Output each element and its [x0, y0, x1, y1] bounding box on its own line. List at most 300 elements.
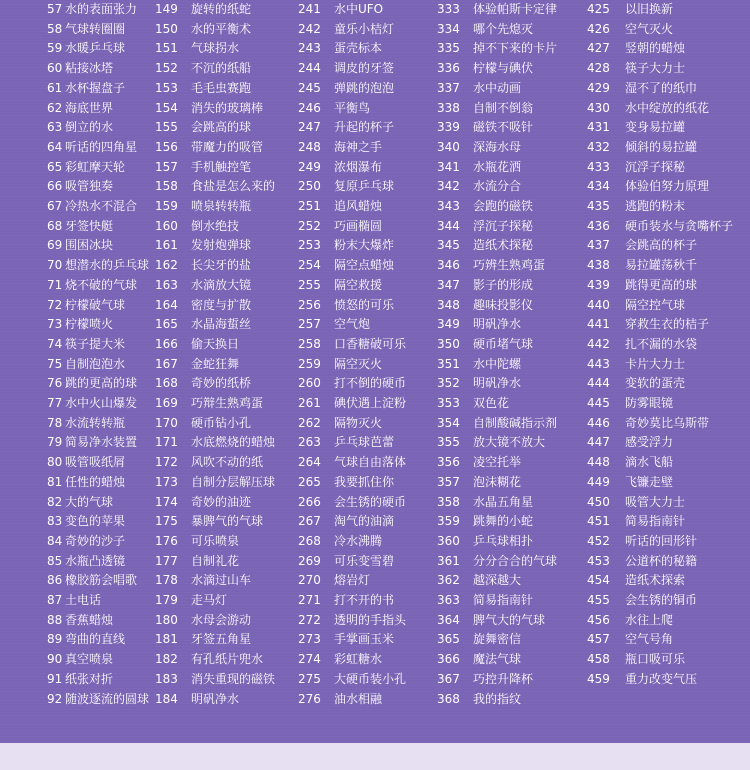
item-number: 256: [298, 297, 321, 312]
item-title: 愤怒的可乐: [334, 297, 395, 312]
item-number: 178: [155, 573, 178, 588]
item-title: 毛毛虫赛跑: [191, 80, 252, 95]
item-title: 偷天换日: [191, 336, 240, 351]
item-title: 奇妙的油迹: [191, 494, 252, 509]
item-number: 163: [155, 277, 178, 292]
item-number: 433: [587, 159, 610, 174]
item-title: 会生锈的硬币: [334, 494, 407, 509]
item-title: 童乐小桔灯: [334, 21, 395, 36]
item-number: 445: [587, 396, 610, 410]
item-number: 255: [298, 277, 321, 292]
item-number: 85: [47, 553, 63, 568]
item-number: 177: [155, 553, 178, 568]
item-title: 会跳高的球: [191, 120, 252, 135]
item-number: 357: [437, 474, 460, 489]
item-title: 沉浮子探秘: [625, 159, 686, 174]
item-number: 253: [298, 238, 321, 253]
bottom-strip: [0, 743, 750, 770]
item-title: 自制分层解压球: [191, 474, 276, 489]
item-title: 趣味投影仪: [473, 297, 534, 312]
item-number: 258: [298, 336, 321, 351]
item-number: 358: [437, 494, 460, 509]
item-title: 重力改变气压: [625, 671, 698, 686]
item-number: 243: [298, 41, 321, 56]
item-number: 346: [437, 258, 460, 273]
item-number: 57: [47, 2, 63, 16]
item-title: 水往上爬: [625, 612, 674, 627]
item-number: 64: [47, 139, 63, 154]
item-title: 瓶口吸可乐: [625, 652, 686, 667]
item-title: 随波逐流的圆球: [65, 691, 150, 706]
item-number: 359: [437, 514, 460, 529]
item-number: 89: [47, 632, 63, 647]
item-number: 61: [47, 80, 63, 95]
item-title: 吸管大力士: [625, 494, 686, 509]
item-title: 气球转圈圈: [65, 21, 126, 36]
item-number: 426: [587, 21, 610, 36]
item-title: 浮沉子探秘: [473, 218, 534, 233]
item-title: 易拉罐荡秋千: [625, 258, 698, 273]
item-title: 烧不破的气球: [65, 277, 138, 292]
item-title: 旋舞密信: [473, 632, 522, 647]
item-number: 62: [47, 100, 63, 115]
item-title: 简易指南针: [625, 514, 686, 529]
item-title: 可乐喷泉: [191, 533, 240, 548]
item-title: 听话的回形针: [625, 533, 698, 548]
item-number: 68: [47, 218, 63, 233]
item-title: 空气炮: [334, 317, 371, 332]
item-number: 453: [587, 553, 610, 568]
item-number: 86: [47, 573, 63, 588]
item-title: 气球拐水: [191, 41, 240, 56]
item-number: 167: [155, 356, 178, 371]
item-number: 174: [155, 494, 178, 509]
item-title: 吸管独奏: [65, 179, 114, 194]
item-title: 巧辨生熟鸡蛋: [473, 258, 546, 273]
item-number: 275: [298, 671, 321, 686]
item-number: 349: [437, 317, 460, 332]
item-number: 79: [47, 435, 63, 450]
item-title: 水中火山爆发: [65, 396, 138, 410]
item-number: 82: [47, 494, 63, 509]
item-number: 252: [298, 218, 321, 233]
item-title: 变色的苹果: [65, 514, 126, 529]
item-title: 乒乓球芭蕾: [334, 435, 395, 450]
item-number: 63: [47, 120, 63, 135]
item-title: 听话的四角星: [65, 139, 138, 154]
item-title: 水中动画: [473, 80, 522, 95]
item-number: 244: [298, 61, 321, 76]
item-number: 368: [437, 691, 460, 706]
item-number: 246: [298, 100, 321, 115]
item-number: 271: [298, 593, 321, 607]
item-title: 手机触控笔: [191, 159, 252, 174]
item-number: 168: [155, 376, 178, 391]
item-number: 58: [47, 21, 63, 36]
item-number: 333: [437, 2, 460, 16]
item-number: 74: [47, 336, 63, 351]
item-number: 351: [437, 356, 460, 371]
item-number: 182: [155, 652, 178, 667]
item-number: 364: [437, 612, 460, 627]
item-number: 342: [437, 179, 460, 194]
item-number: 367: [437, 671, 460, 686]
item-title: 哪个先熄灭: [473, 21, 534, 36]
item-title: 水瓶花洒: [473, 159, 522, 174]
item-title: 会跑的磁铁: [473, 199, 534, 213]
item-title: 感受浮力: [625, 435, 674, 450]
item-title: 倒水绝技: [191, 218, 240, 233]
item-number: 340: [437, 139, 460, 154]
item-title: 湿不了的纸巾: [625, 80, 698, 95]
item-number: 431: [587, 120, 610, 135]
item-title: 明矾净水: [191, 691, 240, 706]
item-title: 任性的蜡烛: [65, 474, 126, 489]
item-number: 158: [155, 179, 178, 194]
item-number: 166: [155, 336, 178, 351]
item-title: 水的表面张力: [65, 2, 138, 16]
item-number: 249: [298, 159, 321, 174]
item-number: 265: [298, 474, 321, 489]
item-title: 滴水飞船: [625, 455, 674, 470]
item-title: 巧画椭圆: [334, 218, 383, 233]
item-title: 空气号角: [625, 632, 674, 647]
item-number: 267: [298, 514, 321, 529]
item-number: 452: [587, 533, 610, 548]
item-number: 180: [155, 612, 178, 627]
item-number: 69: [47, 238, 63, 253]
item-number: 353: [437, 396, 460, 410]
item-number: 88: [47, 612, 63, 627]
item-title: 淘气的油滴: [334, 514, 395, 529]
item-title: 卡片大力士: [625, 356, 686, 371]
item-number: 437: [587, 238, 610, 253]
item-number: 263: [298, 435, 321, 450]
item-number: 245: [298, 80, 321, 95]
item-title: 平衡鸟: [334, 100, 371, 115]
item-title: 我要抓住你: [334, 474, 395, 489]
item-title: 巧控升降杯: [473, 671, 534, 686]
item-title: 自制酸碱指示剂: [473, 415, 558, 430]
item-title: 隔空控气球: [625, 297, 686, 312]
item-number: 59: [47, 41, 63, 56]
item-number: 428: [587, 61, 610, 76]
item-number: 175: [155, 514, 178, 529]
item-title: 弯曲的直线: [65, 632, 126, 647]
item-number: 334: [437, 21, 460, 36]
item-title: 气球自由落体: [334, 455, 407, 470]
item-title: 隔空救援: [334, 277, 383, 292]
item-title: 水暖乒乓球: [65, 41, 126, 56]
item-title: 粉末大爆炸: [334, 238, 395, 253]
item-title: 水中绽放的纸花: [625, 100, 710, 115]
item-title: 双色花: [473, 396, 510, 410]
item-title: 水滴过山车: [191, 573, 252, 588]
item-title: 透明的手指头: [334, 612, 407, 627]
item-number: 444: [587, 376, 610, 391]
item-number: 449: [587, 474, 610, 489]
item-title: 魔法气球: [473, 652, 522, 667]
item-title: 深海水母: [473, 139, 522, 154]
item-number: 348: [437, 297, 460, 312]
item-title: 分分合合的气球: [473, 553, 558, 568]
item-number: 260: [298, 376, 321, 391]
item-title: 简易指南针: [473, 593, 534, 607]
item-title: 冷热水不混合: [65, 199, 138, 213]
item-number: 335: [437, 41, 460, 56]
item-title: 硬币钻小孔: [191, 415, 252, 430]
item-number: 344: [437, 218, 460, 233]
item-title: 体验帕斯卡定律: [473, 2, 558, 16]
item-title: 密度与扩散: [191, 297, 252, 312]
item-title: 掉不下来的卡片: [473, 41, 558, 56]
item-title: 水流转转瓶: [65, 415, 126, 430]
item-number: 83: [47, 514, 63, 529]
item-title: 隔物灭火: [334, 415, 383, 430]
item-title: 蛋壳标本: [334, 41, 383, 56]
item-number: 254: [298, 258, 321, 273]
item-number: 336: [437, 61, 460, 76]
item-title: 彩虹摩天轮: [65, 159, 126, 174]
item-number: 248: [298, 139, 321, 154]
item-title: 自制泡泡水: [65, 356, 126, 371]
item-number: 354: [437, 415, 460, 430]
item-title: 脾气大的气球: [473, 612, 546, 627]
item-title: 弹跳的泡泡: [334, 80, 395, 95]
item-title: 牙签五角星: [191, 632, 252, 647]
item-number: 257: [298, 317, 321, 332]
item-title: 硬币堵气球: [473, 336, 534, 351]
item-title: 会生锈的铜币: [625, 593, 698, 607]
item-title: 土电话: [65, 593, 102, 607]
item-title: 隔空点蜡烛: [334, 258, 395, 273]
item-number: 169: [155, 396, 178, 410]
item-number: 159: [155, 199, 178, 213]
item-number: 154: [155, 100, 178, 115]
item-title: 冷水沸腾: [334, 533, 383, 548]
item-title: 影子的形成: [473, 277, 534, 292]
item-number: 181: [155, 632, 178, 647]
item-title: 带魔力的吸管: [191, 139, 264, 154]
item-number: 362: [437, 573, 460, 588]
item-title: 想潜水的乒乓球: [65, 258, 150, 273]
item-number: 165: [155, 317, 178, 332]
item-title: 水的平衡术: [191, 21, 252, 36]
item-number: 361: [437, 553, 460, 568]
item-title: 跳得更高的球: [625, 277, 698, 292]
item-title: 明矾净水: [473, 317, 522, 332]
item-number: 76: [47, 376, 63, 391]
item-title: 调皮的牙签: [334, 61, 395, 76]
item-title: 穿救生衣的桔子: [625, 317, 710, 332]
item-number: 87: [47, 593, 63, 607]
item-title: 跳的更高的球: [65, 376, 138, 391]
item-title: 不沉的纸船: [191, 61, 252, 76]
item-number: 171: [155, 435, 178, 450]
item-title: 打不倒的硬币: [334, 376, 407, 391]
item-title: 扎不漏的水袋: [625, 336, 698, 351]
item-title: 水滴放大镜: [191, 277, 252, 292]
item-title: 水杯握盘子: [65, 80, 126, 95]
item-number: 355: [437, 435, 460, 450]
item-title: 消失重现的磁铁: [191, 671, 276, 686]
item-number: 173: [155, 474, 178, 489]
item-title: 以旧换新: [625, 2, 674, 16]
item-title: 香蕉蜡烛: [65, 612, 114, 627]
item-number: 440: [587, 297, 610, 312]
item-number: 269: [298, 553, 321, 568]
item-title: 筷子提大米: [65, 336, 126, 351]
item-number: 363: [437, 593, 460, 607]
item-title: 食盐是怎么来的: [191, 179, 276, 194]
item-number: 66: [47, 179, 63, 194]
item-title: 越深越大: [473, 573, 522, 588]
item-number: 155: [155, 120, 178, 135]
item-title: 防雾眼镜: [625, 396, 674, 410]
item-number: 339: [437, 120, 460, 135]
item-number: 435: [587, 199, 610, 213]
item-number: 92: [47, 691, 63, 706]
item-title: 有孔纸片兜水: [191, 652, 264, 667]
item-number: 352: [437, 376, 460, 391]
item-title: 喷泉转转瓶: [191, 199, 252, 213]
item-number: 91: [47, 671, 63, 686]
item-number: 78: [47, 415, 63, 430]
item-number: 442: [587, 336, 610, 351]
item-title: 奇妙莫比乌斯带: [625, 415, 710, 430]
item-title: 泡沫糊花: [473, 474, 522, 489]
item-title: 彩虹糖水: [334, 652, 383, 667]
item-number: 73: [47, 317, 63, 332]
item-title: 橡胶筋会唱歌: [65, 573, 138, 588]
item-number: 438: [587, 258, 610, 273]
item-title: 自制不倒翁: [473, 100, 534, 115]
item-number: 356: [437, 455, 460, 470]
item-number: 151: [155, 41, 178, 56]
item-number: 347: [437, 277, 460, 292]
item-number: 427: [587, 41, 610, 56]
item-title: 水晶海蜇丝: [191, 317, 252, 332]
item-number: 262: [298, 415, 321, 430]
item-number: 459: [587, 671, 610, 686]
item-title: 体验伯努力原理: [625, 179, 710, 194]
item-number: 160: [155, 218, 178, 233]
item-number: 90: [47, 652, 63, 667]
item-number: 162: [155, 258, 178, 273]
item-number: 341: [437, 159, 460, 174]
item-number: 365: [437, 632, 460, 647]
item-title: 简易净水装置: [65, 435, 138, 450]
item-number: 268: [298, 533, 321, 548]
item-title: 明矾净水: [473, 376, 522, 391]
item-title: 打不开的书: [334, 593, 395, 607]
item-title: 造纸术探秘: [473, 238, 534, 253]
item-title: 风吹不动的纸: [191, 455, 264, 470]
item-number: 345: [437, 238, 460, 253]
item-number: 242: [298, 21, 321, 36]
item-title: 真空喷泉: [65, 652, 114, 667]
item-title: 碘伏遇上淀粉: [334, 396, 407, 410]
item-title: 纸张对折: [65, 671, 114, 686]
item-title: 跳舞的小蛇: [473, 514, 534, 529]
item-title: 造纸术探索: [625, 573, 686, 588]
item-number: 72: [47, 297, 63, 312]
item-title: 粘接冰塔: [65, 61, 114, 76]
item-title: 奇妙的纸桥: [191, 376, 252, 391]
item-number: 77: [47, 396, 63, 410]
item-title: 水中UFO: [334, 2, 384, 16]
item-title: 升起的杯子: [334, 120, 395, 135]
item-number: 81: [47, 474, 63, 489]
item-title: 水中陀螺: [473, 356, 522, 371]
item-number: 75: [47, 356, 63, 371]
item-number: 451: [587, 514, 610, 529]
item-title: 围困冰块: [65, 238, 114, 253]
item-number: 251: [298, 199, 321, 213]
item-number: 454: [587, 573, 610, 588]
item-title: 巧辩生熟鸡蛋: [191, 396, 264, 410]
item-number: 80: [47, 455, 63, 470]
item-number: 161: [155, 238, 178, 253]
item-number: 170: [155, 415, 178, 430]
item-number: 261: [298, 396, 321, 410]
item-title: 吸管吸纸屑: [65, 455, 126, 470]
item-title: 大的气球: [65, 494, 114, 509]
item-title: 放大镜不放大: [473, 435, 546, 450]
item-title: 磁铁不吸针: [473, 120, 534, 135]
item-number: 153: [155, 80, 178, 95]
item-title: 变软的蛋壳: [625, 376, 686, 391]
item-number: 241: [298, 2, 321, 16]
item-title: 水流分合: [473, 179, 522, 194]
item-number: 84: [47, 533, 63, 548]
item-title: 消失的玻璃棒: [191, 100, 264, 115]
item-title: 口香糖破可乐: [334, 336, 407, 351]
item-title: 公道杯的秘籍: [625, 553, 698, 568]
item-title: 硬币装水与贪嘴杯子: [625, 218, 734, 233]
item-number: 67: [47, 199, 63, 213]
item-number: 434: [587, 179, 610, 194]
item-number: 149: [155, 2, 178, 16]
item-title: 大硬币装小孔: [334, 671, 407, 686]
item-number: 448: [587, 455, 610, 470]
item-title: 水母会游动: [191, 612, 252, 627]
item-number: 184: [155, 691, 178, 706]
item-title: 竖朝的蜡烛: [625, 41, 686, 56]
item-number: 360: [437, 533, 460, 548]
item-title: 水瓶凸透镜: [65, 553, 126, 568]
item-number: 343: [437, 199, 460, 213]
item-number: 439: [587, 277, 610, 292]
item-title: 筷子大力士: [625, 61, 686, 76]
item-title: 海底世界: [65, 100, 114, 115]
item-number: 338: [437, 100, 460, 115]
item-number: 172: [155, 455, 178, 470]
item-number: 164: [155, 297, 178, 312]
item-number: 337: [437, 80, 460, 95]
item-number: 60: [47, 61, 63, 76]
item-number: 65: [47, 159, 63, 174]
item-title: 牙签快艇: [65, 218, 114, 233]
item-number: 183: [155, 671, 178, 686]
item-number: 447: [587, 435, 610, 450]
item-number: 432: [587, 139, 610, 154]
item-number: 436: [587, 218, 610, 233]
item-number: 366: [437, 652, 460, 667]
item-number: 266: [298, 494, 321, 509]
item-title: 可乐变雪碧: [334, 553, 395, 568]
item-number: 272: [298, 612, 321, 627]
